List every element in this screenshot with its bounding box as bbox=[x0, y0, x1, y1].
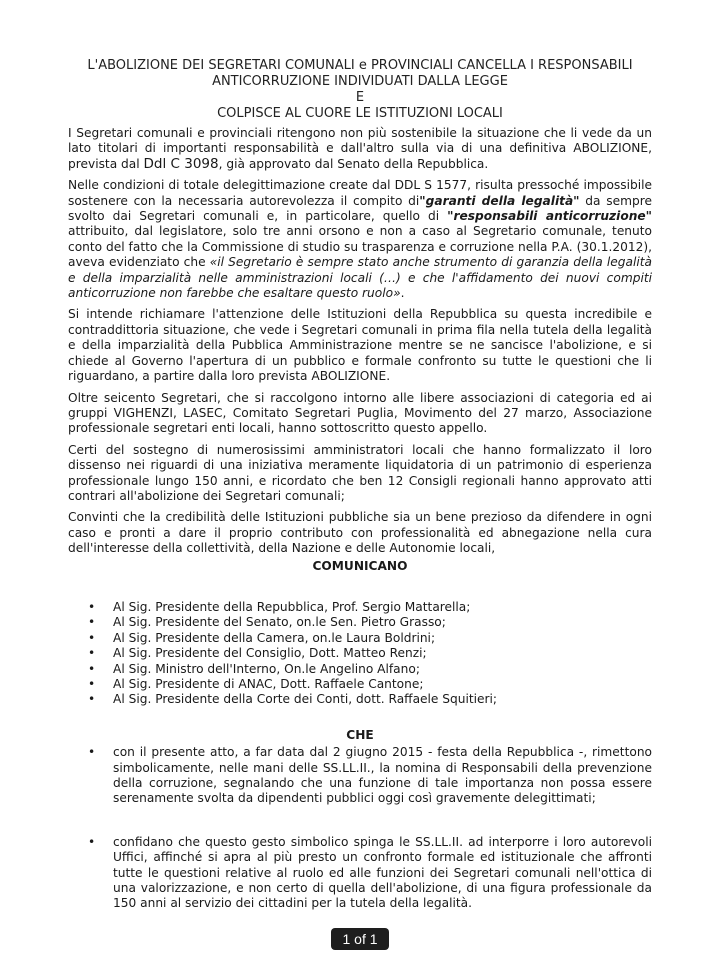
list-item bbox=[88, 662, 652, 677]
title-line-4: COLPISCE AL CUORE LE ISTITUZIONI LOCALI bbox=[217, 106, 503, 121]
list-item bbox=[88, 835, 652, 912]
che-item-text: con il presente atto, a far data dal 2 giugno 2015 - festa della Repubblica -, rimettono simbolicamente, nelle mani delle SS.LL.II., la nomina di Responsabili della prevenzione della corruzione, segnalando che una funzione di tale importanza non possa essere serenamente svolta da dipendenti pubblici oggi così gravemente delegittimati; bbox=[113, 745, 652, 806]
recipient-text: Al Sig. Presidente di ANAC, Dott. Raffaele Cantone; bbox=[113, 677, 424, 691]
paragraph-2-text-b: da sempre svolto dai Segretari comunali e, in particolare, quello di bbox=[68, 193, 652, 224]
recipient-text: Al Sig. Presidente del Senato, on.le Sen. Pietro Grasso; bbox=[113, 615, 446, 630]
recipients-list bbox=[68, 600, 652, 708]
list-item bbox=[88, 646, 652, 661]
title-line-2: ANTICORRUZIONE INDIVIDUATI DALLA LEGGE bbox=[212, 74, 508, 89]
paragraph-3: Si intende richiamare l'attenzione delle Istituzioni della Repubblica su questa incredibile e contraddittoria situazione, che vede i Segretari comunali in prima fila nella tutela della legalità e della imparzialità della Pubblica Amministrazione mentre se ne sancisce l'abolizione, e si chiede al Governo l'apertura di un pubblico e formale confronto su tutte le questioni che li riguardano, a partire dalla loro prevista ABOLIZIONE. bbox=[68, 307, 652, 384]
paragraph-2-text-c: attribuito, dal legislatore, solo tre anni orsono e non a caso al Segretario comunale, tenuto conto del fatto che la Commissione di studio su trasparenza e corruzione nella P.A. (30.1.2012), aveva evidenziato che bbox=[68, 224, 652, 270]
bullet-icon: • bbox=[88, 615, 96, 630]
bullet-icon: • bbox=[88, 677, 96, 691]
list-item bbox=[88, 615, 652, 630]
bullet-icon: • bbox=[88, 692, 96, 707]
recipient-text: Al Sig. Presidente della Corte dei Conti, dott. Raffaele Squitieri; bbox=[113, 692, 498, 707]
paragraph-2-text-a: Nelle condizioni di totale delegittimazione create dal DDL S 1577, risulta pressoché impossibile sostenere con la necessaria autorevolezza il compito di bbox=[68, 178, 652, 208]
bullet-icon: • bbox=[88, 661, 96, 676]
paragraph-4: Oltre seicento Segretari, che si raccolgono intorno alle libere associazioni di categoria ed ai gruppi VIGHENZI, LASEC, Comitato Segretari Puglia, Movimento del 27 marzo, Associazione professionale segretari enti locali, hanno sottoscritto questo appello. bbox=[68, 390, 652, 436]
title-line-3: E bbox=[355, 90, 365, 105]
recipient-text: Al Sig. Presidente della Camera, on.le Laura Boldrini; bbox=[113, 630, 436, 645]
commission-quote: «il Segretario è sempre stato anche strumento di garanzia della legalità e della imparzialità nelle amministrazioni locali (…) e che l'affidamento dei nuovi compiti anticorruzione non farebbe che esaltare questo ruolo» bbox=[68, 255, 652, 301]
bullet-icon: • bbox=[88, 630, 96, 645]
recipient-text: Al Sig. Presidente del Consiglio, Dott. Matteo Renzi; bbox=[113, 646, 427, 661]
paragraph-5: Certi del sostegno di numerosissimi amministratori locali che hanno formalizzato il loro dissenso nei riguardi di una iniziativa meramente liquidatoria di un patrimonio di esperienza professionale lungo 150 anni, e ricordato che ben 12 Consigli regionali hanno approvato atti contrari all'abolizione dei Segretari comunali; bbox=[68, 442, 652, 503]
paragraph-1 bbox=[68, 126, 652, 172]
document-page bbox=[68, 58, 652, 940]
paragraph-1-text-a: I Segretari comunali e provinciali ritengono non più sostenibile la situazione che li vede da un lato titolari di importanti responsabilità e dall'altro sulla via di una definitiva ABOLIZIONE, prevista dal bbox=[68, 126, 652, 171]
list-item bbox=[88, 677, 652, 692]
che-item-text: confidano che questo gesto simbolico spinga le SS.LL.II. ad interporre i loro autorevoli Uffici, affinché si apra al più presto un confronto formale ed istituzionale che affronti tutte le questioni relative al ruolo ed alle funzioni dei Segretari comunali nell'ottica di una valorizzazione, e non certo di quella dell'abolizione, di una figura professionale da 150 anni al servizio dei cittadini per la tutela della legalità. bbox=[113, 834, 652, 911]
recipient-text: Al Sig. Presidente della Repubblica, Prof. Sergio Mattarella; bbox=[113, 599, 471, 614]
document-title bbox=[68, 58, 652, 122]
page-indicator: 1 of 1 bbox=[331, 928, 389, 950]
title-line-1: L'ABOLIZIONE DEI SEGRETARI COMUNALI e PROVINCIALI CANCELLA I RESPONSABILI bbox=[87, 58, 633, 73]
bullet-icon: • bbox=[88, 834, 96, 849]
list-item bbox=[88, 692, 652, 707]
bullet-icon: • bbox=[88, 646, 96, 661]
che-heading: CHE bbox=[346, 727, 374, 742]
list-item bbox=[88, 600, 652, 615]
comunicano-heading: COMUNICANO bbox=[312, 558, 408, 573]
emphasis-responsabili: "responsabili anticorruzione" bbox=[447, 209, 652, 224]
bullet-icon: • bbox=[88, 745, 96, 760]
list-item bbox=[88, 631, 652, 646]
recipient-text: Al Sig. Ministro dell'Interno, On.le Angelino Alfano; bbox=[113, 661, 420, 676]
paragraph-2-text-d: . bbox=[400, 286, 405, 301]
paragraph-1-text-b: , già approvato dal Senato della Repubblica. bbox=[218, 156, 489, 171]
emphasis-garanti: "garanti della legalità" bbox=[419, 193, 580, 208]
bullet-icon: • bbox=[88, 599, 96, 614]
list-item bbox=[88, 745, 652, 807]
ddl-reference: Ddl C 3098 bbox=[143, 155, 219, 172]
paragraph-2 bbox=[68, 178, 652, 301]
che-list bbox=[68, 745, 652, 912]
paragraph-6: Convinti che la credibilità delle Istituzioni pubbliche sia un bene prezioso da difendere in ogni caso e pronti a dare il proprio contributo con professionalità ed abnegazione nella cura dell'interesse della collettività, della Nazione e delle Autonomie locali, bbox=[68, 510, 652, 556]
